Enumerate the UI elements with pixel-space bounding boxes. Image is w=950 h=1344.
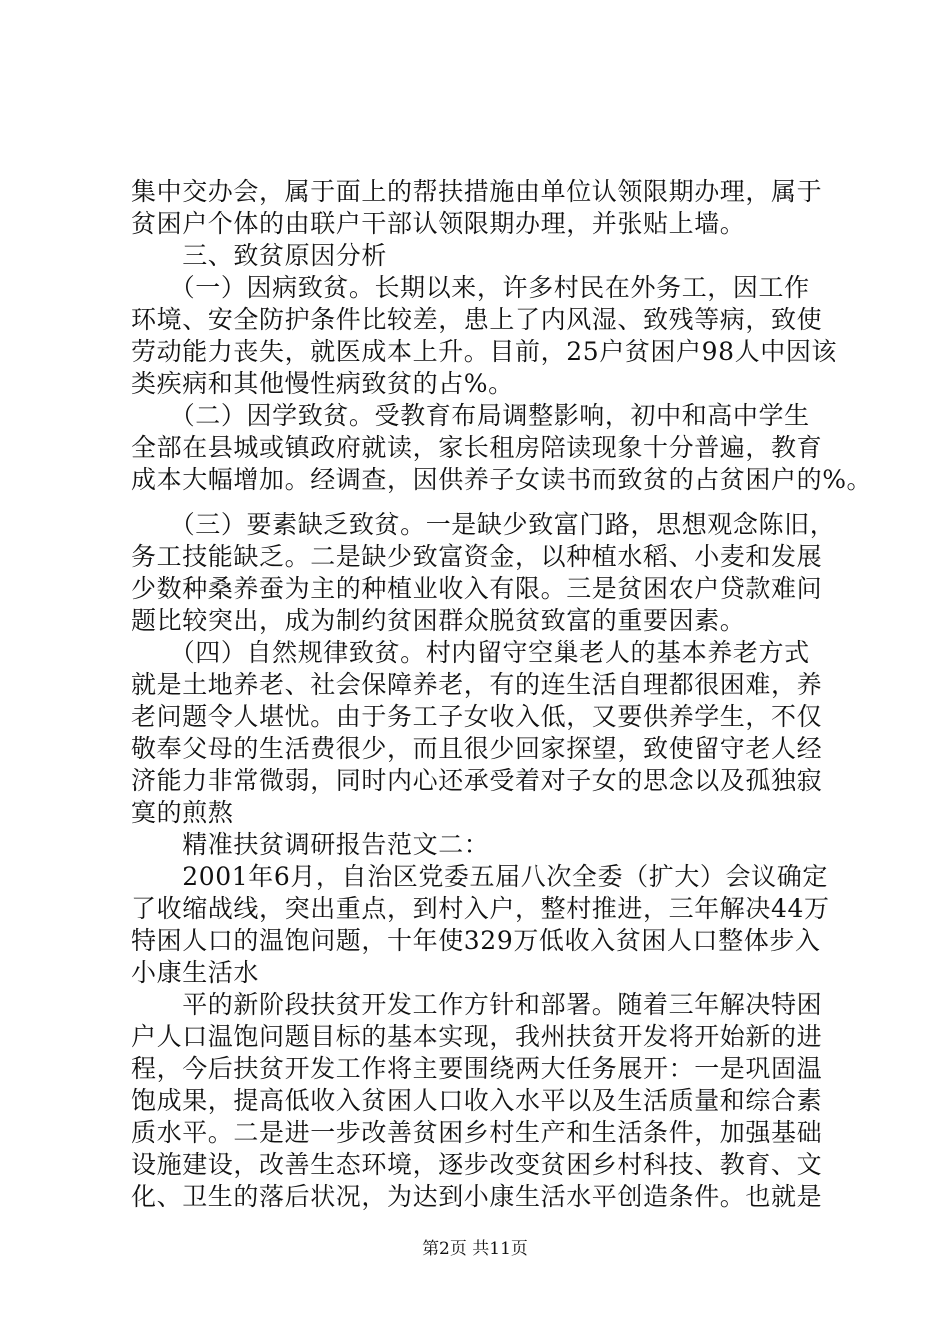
text-line: （二）因学致贫。受教育布局调整影响，初中和高中学生 xyxy=(131,401,810,430)
text-line: 设施建设，改善生态环境，逐步改变贫困乡村科技、教育、文 xyxy=(131,1150,823,1179)
text-line: 少数种桑养蚕为主的种植业收入有限。三是贫困农户贷款难问 xyxy=(131,574,823,603)
text-line: 敬奉父母的生活费很少，而且很少回家探望，致使留守老人经 xyxy=(131,734,823,763)
text-line: 了收缩战线，突出重点，到村入户，整村推进，三年解决44万 xyxy=(131,894,830,923)
text-line: 劳动能力丧失，就医成本上升。目前，25户贫困户98人中因该 xyxy=(131,337,838,366)
text-line: 题比较突出，成为制约贫困群众脱贫致富的重要因素。 xyxy=(131,606,746,635)
text-line: 特困人口的温饱问题，十年使329万低收入贫困人口整体步入 xyxy=(131,926,821,955)
text-line: 成本大幅增加。经调查，因供养子女读书而致贫的占贫困户的%。 xyxy=(131,465,873,494)
text-line: 老问题令人堪忧。由于务工子女收入低，又要供养学生，不仅 xyxy=(131,702,823,731)
text-line: 类疾病和其他慢性病致贫的占%。 xyxy=(131,369,514,398)
text-line: 务工技能缺乏。二是缺少致富资金，以种植水稻、小麦和发展 xyxy=(131,542,823,571)
text-line: 2001年6月，自治区党委五届八次全委（扩大）会议确定 xyxy=(131,862,828,891)
text-line: 就是土地养老、社会保障养老，有的连生活自理都很困难，养 xyxy=(131,670,823,699)
text-line: 精准扶贫调研报告范文二： xyxy=(131,830,490,859)
text-line: 环境、安全防护条件比较差，患上了内风湿、致残等病，致使 xyxy=(131,305,823,334)
text-line: 集中交办会，属于面上的帮扶措施由单位认领限期办理，属于 xyxy=(131,177,823,206)
page-footer: 第2页 共11页 xyxy=(422,1239,528,1259)
text-line: 寞的煎熬 xyxy=(131,798,234,827)
text-line: 全部在县城或镇政府就读，家长租房陪读现象十分普遍，教育 xyxy=(131,433,823,462)
text-line: 济能力非常微弱，同时内心还承受着对子女的思念以及孤独寂 xyxy=(131,766,823,795)
text-line: 平的新阶段扶贫开发工作方针和部署。随着三年解决特困 xyxy=(131,990,823,1019)
text-line: 饱成果，提高低收入贫困人口收入水平以及生活质量和综合素 xyxy=(131,1086,823,1115)
text-line: （四）自然规律致贫。村内留守空巢老人的基本养老方式 xyxy=(131,638,810,667)
text-line: （三）要素缺乏致贫。一是缺少致富门路，思想观念陈旧， xyxy=(131,510,836,539)
text-line: 三、致贫原因分析 xyxy=(131,241,388,270)
text-line: 程，今后扶贫开发工作将主要围绕两大任务展开：一是巩固温 xyxy=(131,1054,823,1083)
text-line: 户人口温饱问题目标的基本实现，我州扶贫开发将开始新的进 xyxy=(131,1022,823,1051)
text-line: 小康生活水 xyxy=(131,958,260,987)
text-line: 贫困户个体的由联户干部认领限期办理，并张贴上墙。 xyxy=(131,209,746,238)
text-line: 质水平。二是进一步改善贫困乡村生产和生活条件，加强基础 xyxy=(131,1118,823,1147)
text-line: （一）因病致贫。长期以来，许多村民在外务工，因工作 xyxy=(131,273,810,302)
text-line: 化、卫生的落后状况，为达到小康生活水平创造条件。也就是 xyxy=(131,1182,823,1211)
